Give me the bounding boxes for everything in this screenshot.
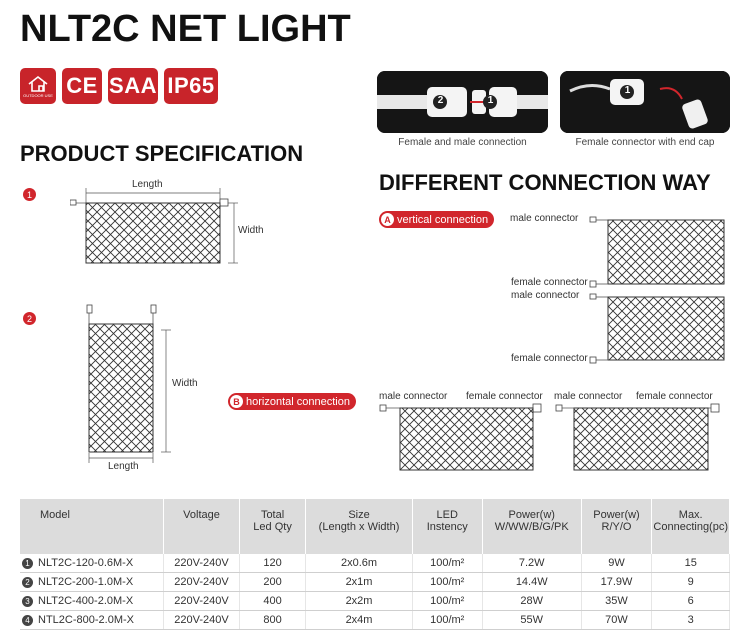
cell-model: NLT2C-120-0.6M-X bbox=[38, 557, 134, 569]
cell-power1: 28W bbox=[482, 592, 581, 611]
cell-qty: 120 bbox=[239, 554, 306, 573]
table-row bbox=[20, 592, 730, 611]
cell-size: 2x4m bbox=[306, 611, 412, 630]
ip65-badge: IP65 bbox=[164, 68, 218, 104]
cell-size: 2x2m bbox=[306, 592, 412, 611]
ce-badge: CE bbox=[62, 68, 102, 104]
label-left-male-connector: male connector bbox=[379, 391, 448, 402]
label-right-male-connector: male connector bbox=[554, 391, 623, 402]
cell-max: 15 bbox=[652, 554, 730, 573]
outdoor-use-badge bbox=[20, 68, 56, 104]
diagram2-width-label: Width bbox=[172, 378, 198, 389]
label-male-connector-mid: male connector bbox=[511, 290, 580, 301]
vertical-connection-label: A vertical connection bbox=[379, 211, 494, 228]
product-spec-heading: PRODUCT SPECIFICATION bbox=[20, 141, 304, 166]
row-number: 4 bbox=[22, 615, 33, 626]
cell-qty: 400 bbox=[239, 592, 306, 611]
cell-voltage: 220V-240V bbox=[164, 592, 239, 611]
horizontal-connection-diagram bbox=[378, 402, 730, 474]
cell-voltage: 220V-240V bbox=[164, 554, 239, 573]
label-female-connector-mid: female connector bbox=[511, 277, 588, 288]
table-row bbox=[20, 554, 730, 573]
cell-power2: 9W bbox=[581, 554, 652, 573]
header-model: Model bbox=[20, 499, 164, 554]
cell-size: 2x0.6m bbox=[306, 554, 412, 573]
step-1-marker: 1 bbox=[487, 95, 494, 106]
house-icon bbox=[27, 75, 49, 93]
photo-female-male-connection bbox=[377, 71, 548, 133]
header-max: Max. Connecting(pc) bbox=[652, 499, 730, 554]
outdoor-use-label: OUTDOOR USE bbox=[23, 92, 53, 98]
cell-led: 100/m² bbox=[412, 554, 482, 573]
cell-model: NLT2C-200-1.0M-X bbox=[38, 576, 134, 588]
diagram2-number: 2 bbox=[23, 312, 36, 325]
table-row bbox=[20, 611, 730, 630]
label-female-connector-bottom: female connector bbox=[511, 353, 588, 364]
cell-led: 100/m² bbox=[412, 573, 482, 592]
cell-voltage: 220V-240V bbox=[164, 611, 239, 630]
photo-caption-2: Female connector with end cap bbox=[575, 137, 715, 148]
connector-photo-2 bbox=[560, 71, 730, 133]
cell-power1: 55W bbox=[482, 611, 581, 630]
cell-led: 100/m² bbox=[412, 592, 482, 611]
header-power1: Power(w) W/WW/B/G/PK bbox=[482, 499, 581, 554]
cell-power1: 7.2W bbox=[482, 554, 581, 573]
table-row bbox=[20, 573, 730, 592]
header-size: Size (Length x Width) bbox=[306, 499, 412, 554]
label-right-female-connector: female connector bbox=[636, 391, 713, 402]
header-led: LED Instency bbox=[412, 499, 482, 554]
vertical-connection-diagram bbox=[586, 212, 730, 372]
header-total: Total Led Qty bbox=[239, 499, 306, 554]
table-header-row bbox=[20, 499, 730, 554]
connection-heading: DIFFERENT CONNECTION WAY bbox=[379, 170, 711, 195]
diagram2-length-label: Length bbox=[108, 461, 139, 472]
cell-size: 2x1m bbox=[306, 573, 412, 592]
cell-power2: 17.9W bbox=[581, 573, 652, 592]
cell-max: 3 bbox=[652, 611, 730, 630]
step-2-marker: 2 bbox=[437, 95, 444, 106]
page-title: NLT2C NET LIGHT bbox=[20, 8, 351, 50]
header-voltage: Voltage bbox=[164, 499, 239, 554]
cell-power1: 14.4W bbox=[482, 573, 581, 592]
diagram1-width-label: Width bbox=[238, 225, 264, 236]
net-diagram-vertical bbox=[82, 302, 174, 470]
cell-power2: 35W bbox=[581, 592, 652, 611]
photo-female-end-cap bbox=[560, 71, 730, 133]
cell-model: NTL2C-800-2.0M-X bbox=[38, 614, 134, 626]
label-left-female-connector: female connector bbox=[466, 391, 543, 402]
cell-model: NLT2C-400-2.0M-X bbox=[38, 595, 134, 607]
row-number: 1 bbox=[22, 558, 33, 569]
step-1-marker-2: 1 bbox=[624, 85, 631, 96]
spec-table bbox=[20, 499, 730, 630]
photo-caption-1: Female and male connection bbox=[398, 137, 527, 148]
cell-max: 6 bbox=[652, 592, 730, 611]
row-number: 3 bbox=[22, 596, 33, 607]
diagram1-number: 1 bbox=[23, 188, 36, 201]
letter-a-icon: A bbox=[381, 213, 394, 226]
cell-voltage: 220V-240V bbox=[164, 573, 239, 592]
cell-power2: 70W bbox=[581, 611, 652, 630]
cell-qty: 800 bbox=[239, 611, 306, 630]
connector-photo-1 bbox=[377, 71, 548, 133]
header-power2: Power(w) R/Y/O bbox=[581, 499, 652, 554]
row-number: 2 bbox=[22, 577, 33, 588]
cell-led: 100/m² bbox=[412, 611, 482, 630]
cell-max: 9 bbox=[652, 573, 730, 592]
label-male-connector-top: male connector bbox=[510, 213, 579, 224]
net-diagram-horizontal bbox=[70, 185, 240, 275]
saa-badge: SAA bbox=[108, 68, 158, 104]
diagram1-length-label: Length bbox=[132, 179, 163, 190]
cell-qty: 200 bbox=[239, 573, 306, 592]
horizontal-connection-label: B horizontal connection bbox=[228, 393, 356, 410]
letter-b-icon: B bbox=[230, 395, 243, 408]
